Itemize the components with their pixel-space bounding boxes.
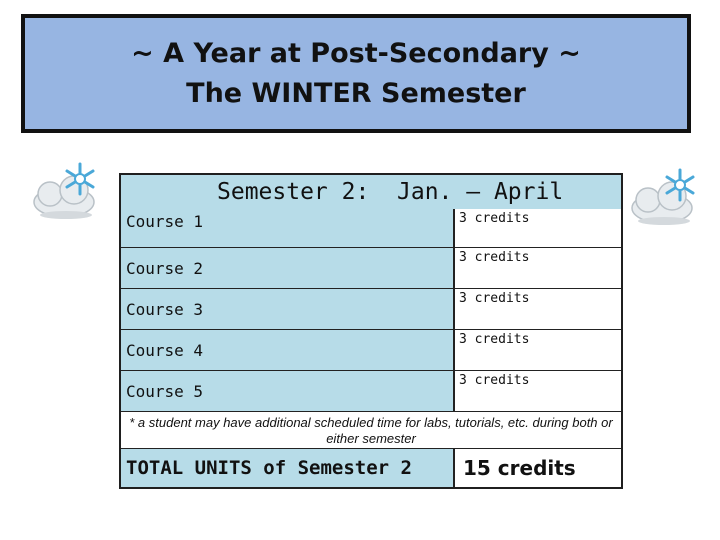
total-row: [121, 448, 621, 487]
table-row: [121, 288, 621, 329]
semester-header: [121, 175, 621, 209]
table-row: [121, 247, 621, 288]
course-credits: 3 credits: [455, 289, 621, 329]
course-credits: 3 credits: [455, 330, 621, 370]
course-name: Course 4: [121, 330, 455, 370]
table-row: [121, 329, 621, 370]
table-row: [121, 370, 621, 411]
table-row: [121, 209, 621, 247]
course-name: Course 2: [121, 248, 455, 288]
course-name: Course 1: [121, 209, 455, 247]
semester-table: [119, 173, 623, 489]
title-banner: [21, 14, 691, 133]
total-label: TOTAL UNITS of Semester 2: [121, 449, 455, 487]
snow-cloud-icon: [30, 158, 102, 232]
course-name: Course 5: [121, 371, 455, 411]
title-line-1: ~ A Year at Post-Secondary ~: [131, 37, 581, 69]
title-line-2: The WINTER Semester: [186, 77, 526, 109]
course-credits: 3 credits: [455, 209, 621, 247]
semester-title: Semester 2: Jan. – April: [217, 179, 564, 205]
course-credits: 3 credits: [455, 371, 621, 411]
snow-cloud-icon: [628, 164, 700, 238]
footnote: * a student may have additional scheduled time for labs, tutorials, etc. during both or either semester: [121, 411, 621, 448]
course-credits: 3 credits: [455, 248, 621, 288]
total-value: 15 credits: [455, 449, 621, 487]
course-name: Course 3: [121, 289, 455, 329]
